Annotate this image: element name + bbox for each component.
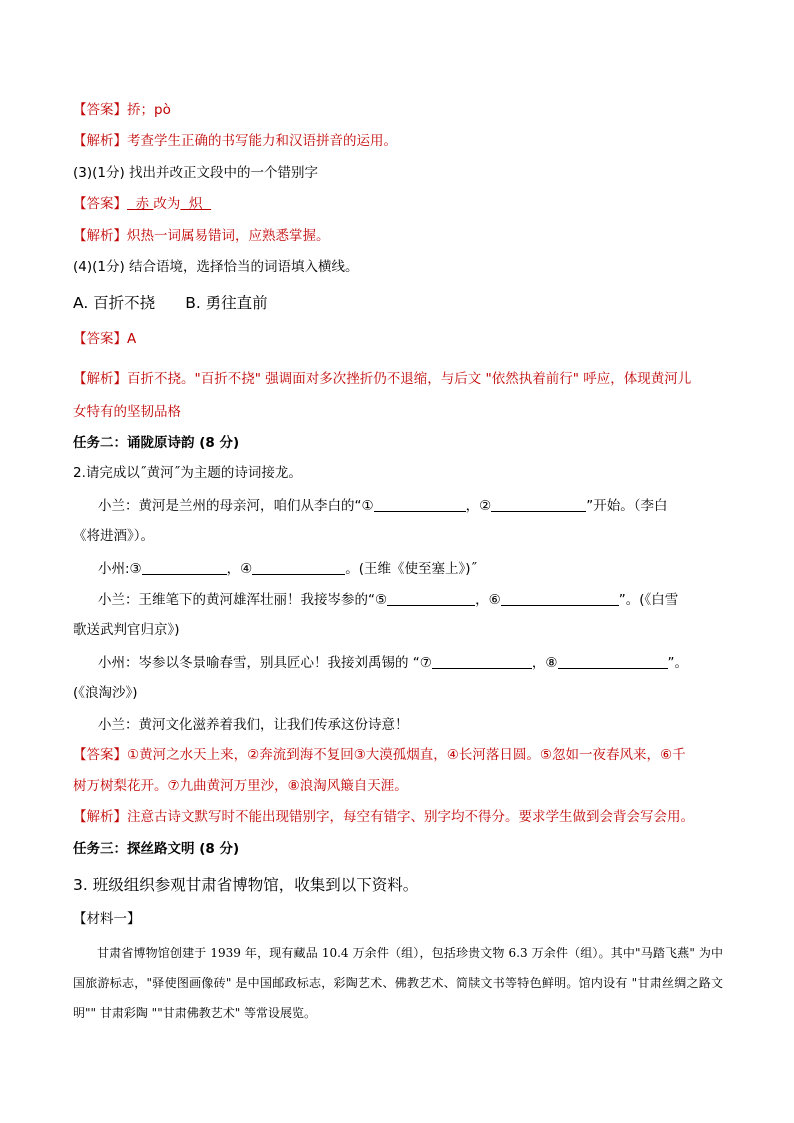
analysis-text: 注意古诗文默写时不能出现错别字，每空有错字、别字均不得分。要求学生做到会背会写会用。 — [127, 809, 694, 825]
task-3-title: 任务三：探丝路文明 (8 分) — [73, 841, 240, 857]
question-3-prompt: (3)(1分) 找出并改正文段中的一个错别字 — [73, 165, 319, 181]
answer-change-to: 改为 — [153, 196, 181, 212]
analysis-line-task2 — [73, 808, 694, 826]
answer-line-task2a — [73, 746, 686, 764]
analysis-line-3 — [73, 227, 330, 245]
answer-line-4 — [73, 330, 136, 348]
answer-wrong-char: 赤 — [135, 196, 150, 212]
blank-5[interactable] — [387, 591, 475, 606]
answer-label: 【答案】 — [73, 747, 127, 763]
analysis-label: 【解析】 — [73, 371, 127, 387]
task-3-question: 3. 班级组织参观甘肃省博物馆，收集到以下资料。 — [73, 876, 419, 894]
dialog-line-4: 小兰：王维笔下的黄河雄浑壮丽！我接岑参的“⑤ ，⑥ ”。(《白雪 — [98, 592, 679, 608]
analysis-label: 【解析】 — [73, 228, 127, 244]
blank-6[interactable] — [501, 591, 619, 606]
option-b: B. 勇往直前 — [185, 294, 268, 312]
blank-3[interactable] — [142, 560, 227, 575]
analysis-line-4a — [73, 370, 691, 388]
dialog-line-6: 小州：岑参以冬景喻春雪，别具匠心！我接刘禹锡的 “⑦ ，⑧ ”。 — [98, 655, 688, 671]
analysis-label: 【解析】 — [73, 133, 127, 149]
question-4-options — [73, 294, 268, 312]
option-a: A. 百折不挠 — [73, 294, 156, 312]
blank-7[interactable] — [432, 654, 532, 669]
blank-8[interactable] — [558, 654, 668, 669]
material-1-text: 甘肃省博物馆创建于 1939 年，现有藏品 10.4 万余件（组），包括珍贵文物 6.3 万余件（组）。其中"马踏飞燕" 为中国旅游标志，"驿使图画像砖" 是中国邮政标志，彩陶艺术、佛教艺术、简牍文书等特色鲜明。馆内设有 "甘肃丝绸之路文明"" 甘肃彩陶 ""甘肃佛教艺术" 等常设展览。 — [73, 946, 723, 1020]
answer-label: 【答案】 — [73, 102, 127, 118]
dialog-line-2: 《将进酒》）。 — [73, 528, 154, 544]
answer-text: 挢；pò — [127, 102, 171, 118]
task-2-question: 2.请完成以˝黄河˝为主题的诗词接龙。 — [73, 465, 302, 481]
material-1-title: 【材料一】 — [73, 911, 141, 927]
answer-line-task2b: 树万树梨花开。⑦九曲黄河万里沙，⑧浪淘风簸自天涯。 — [73, 778, 408, 794]
analysis-line-4b: 女特有的坚韧品格 — [73, 404, 181, 420]
blank-1[interactable] — [374, 497, 466, 512]
analysis-text: 炽热一词属易错词，应熟悉掌握。 — [127, 228, 330, 244]
dialog-line-3: 小州:③ ，④ 。(王维《使至塞上》)˝ — [98, 561, 478, 577]
dialog-line-7: (《浪淘沙》) — [73, 685, 138, 701]
answer-label: 【答案】 — [73, 196, 127, 212]
task-2-title: 任务二：诵陇原诗韵 (8 分) — [73, 435, 240, 451]
answer-text: ①黄河之水天上来，②奔流到海不复回③大漠孤烟直，④长河落日圆。⑤忽如一夜春风来，⑥千 — [127, 747, 686, 763]
analysis-text: 考查学生正确的书写能力和汉语拼音的运用。 — [127, 133, 397, 149]
analysis-text: 百折不挠。"百折不挠" 强调面对多次挫折仍不退缩，与后文 "依然执着前行" 呼应，体现黄河儿 — [127, 371, 692, 387]
dialog-line-5: 歌送武判官归京》) — [73, 622, 180, 638]
answer-line-1 — [73, 101, 171, 119]
blank-2[interactable] — [491, 497, 586, 512]
answer-right-char: 炽 — [188, 196, 203, 212]
blank-4[interactable] — [252, 560, 345, 575]
answer-text: A — [127, 331, 137, 347]
analysis-label: 【解析】 — [73, 809, 127, 825]
question-4-prompt: (4)(1分) 结合语境，选择恰当的词语填入横线。 — [73, 259, 359, 275]
analysis-line-1 — [73, 132, 397, 150]
answer-line-3 — [73, 195, 211, 213]
answer-label: 【答案】 — [73, 331, 127, 347]
dialog-line-8: 小兰：黄河文化滋养着我们，让我们传承这份诗意！ — [98, 717, 409, 733]
dialog-line-1: 小兰：黄河是兰州的母亲河，咱们从李白的“① ，② ”开始。（李白 — [98, 498, 668, 514]
